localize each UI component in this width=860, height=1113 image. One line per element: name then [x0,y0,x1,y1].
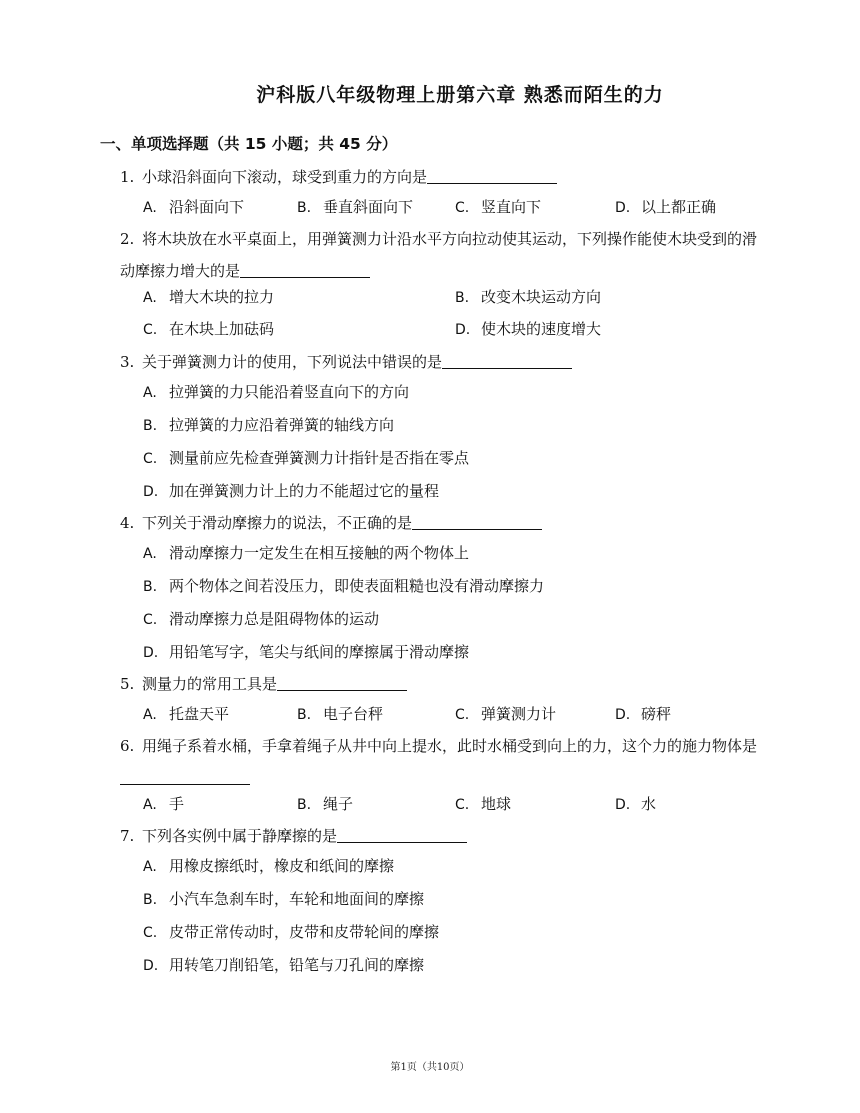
answer-blank [412,514,542,530]
answer-blank [277,675,407,691]
question-2 [120,223,760,287]
answer-blank [442,353,572,369]
question-3 [120,352,572,372]
option-c: C. 地球 [455,795,512,813]
option-b: B. 小汽车急刹车时，车轮和地面间的摩擦 [143,890,425,908]
option-b: B. 电子台秤 [297,705,384,723]
question-number: 3. [120,353,135,371]
question-5 [120,674,407,694]
option-c: C. 弹簧测力计 [455,705,557,723]
option-d: D. 加在弹簧测力计上的力不能超过它的量程 [143,482,440,500]
question-text: 下列关于滑动摩擦力的说法，不正确的是 [142,514,413,532]
answer-blank [240,262,370,278]
question-number: 7. [120,827,135,845]
option-d: D. 水 [615,795,657,813]
question-number: 5. [120,675,135,693]
option-c: C. 滑动摩擦力总是阻碍物体的运动 [143,610,380,628]
option-d: D. 用铅笔写字，笔尖与纸间的摩擦属于滑动摩擦 [143,643,470,661]
answer-blank [120,769,250,785]
question-text: 小球沿斜面向下滚动，球受到重力的方向是 [142,168,428,186]
option-c: C. 在木块上加砝码 [143,320,275,338]
question-number: 2. [120,230,135,248]
answer-blank [337,827,467,843]
page-title: 沪科版八年级物理上册第六章 熟悉而陌生的力 [256,84,664,106]
question-text: 用绳子系着水桶，手拿着绳子从井中向上提水，此时水桶受到向上的力，这个力的施力物体是 [142,737,758,755]
question-number: 4. [120,514,135,532]
option-d: D. 用转笔刀削铅笔，铅笔与刀孔间的摩擦 [143,956,425,974]
option-c: C. 皮带正常传动时，皮带和皮带轮间的摩擦 [143,923,440,941]
option-b: B. 绳子 [297,795,354,813]
answer-blank [427,168,557,184]
option-b: B. 拉弹簧的力应沿着弹簧的轴线方向 [143,416,395,434]
question-6 [120,730,760,794]
option-a: A. 沿斜面向下 [143,198,245,216]
question-1 [120,167,557,187]
question-4 [120,513,542,533]
question-text: 下列各实例中属于静摩擦的是 [142,827,338,845]
question-text: 将木块放在水平桌面上，用弹簧测力计沿水平方向拉动使其运动，下列操作能使木块受到的滑动摩擦力增大的是 [120,230,758,280]
option-a: A. 滑动摩擦力一定发生在相互接触的两个物体上 [143,544,470,562]
option-a: A. 增大木块的拉力 [143,288,275,306]
question-text: 关于弹簧测力计的使用，下列说法中错误的是 [142,353,443,371]
option-d: D. 使木块的速度增大 [455,320,602,338]
option-b: B. 改变木块运动方向 [455,288,602,306]
question-text: 测量力的常用工具是 [142,675,278,693]
option-c: C. 竖直向下 [455,198,542,216]
option-a: A. 托盘天平 [143,705,230,723]
question-number: 1. [120,168,135,186]
section-heading: 一、单项选择题（共 15 小题；共 45 分） [100,135,398,153]
option-a: A. 用橡皮擦纸时，橡皮和纸间的摩擦 [143,857,395,875]
option-a: A. 手 [143,795,185,813]
question-number: 6. [120,737,135,755]
question-7 [120,826,467,846]
option-c: C. 测量前应先检查弹簧测力计指针是否指在零点 [143,449,470,467]
option-a: A. 拉弹簧的力只能沿着竖直向下的方向 [143,383,410,401]
option-b: B. 垂直斜面向下 [297,198,414,216]
page-footer: 第1页（共10页） [390,1062,470,1073]
option-d: D. 以上都正确 [615,198,717,216]
option-d: D. 磅秤 [615,705,672,723]
option-b: B. 两个物体之间若没压力，即使表面粗糙也没有滑动摩擦力 [143,577,545,595]
